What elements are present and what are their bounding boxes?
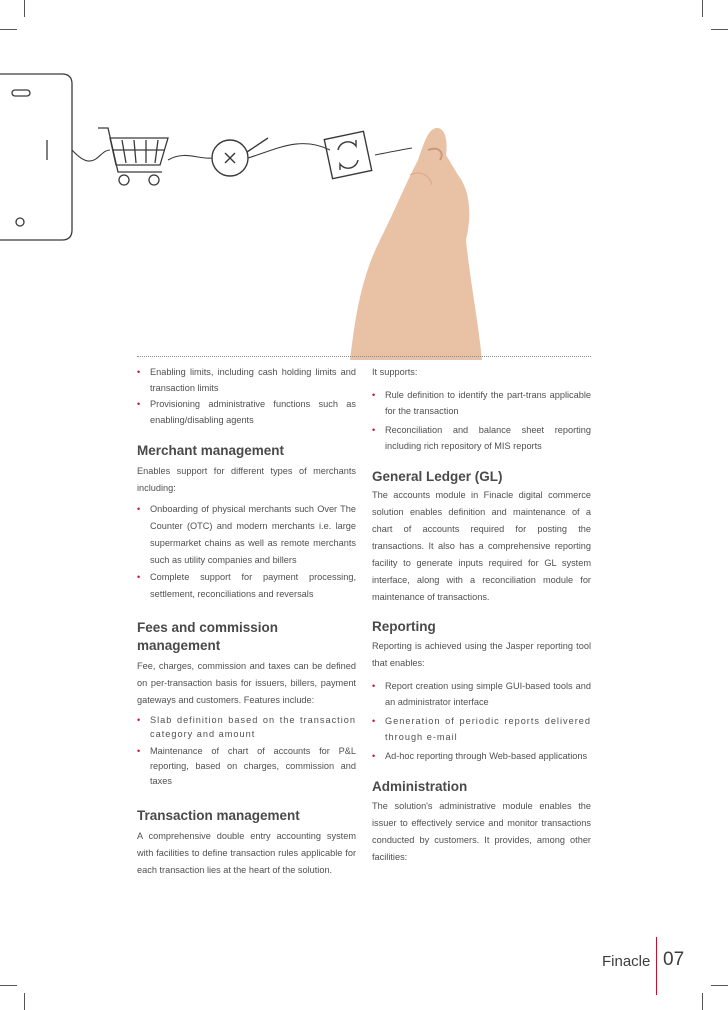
footer-brand: Finacle [602, 953, 651, 970]
mobile-device-outline [0, 74, 72, 240]
list-item: • Report creation using simple GUI-based tools and an administrator interface [372, 678, 591, 710]
list-item: • Complete support for payment processing, settlement, reconciliations and reversals [137, 569, 356, 603]
crop-mark-bottom-left-v [24, 993, 25, 1010]
list-item: • Generation of periodic reports delivered through e-mail [372, 713, 591, 745]
supports-intro: It supports: [372, 367, 418, 377]
list-item: • Maintenance of chart of accounts for P&L reporting, based on charges, commission and taxes [137, 744, 356, 789]
fees-heading: Fees and commission management [137, 620, 279, 653]
supports-bullet-list [372, 387, 591, 454]
crop-mark-top-right-v [702, 0, 703, 17]
administration-body: The solution's administrative module enables the issuer to effectively service and monitor transactions conducted by customers. It provides, among other facilities: [372, 801, 591, 862]
transaction-heading: Transaction management [137, 808, 300, 823]
crop-mark-bottom-right-v [702, 993, 703, 1010]
fees-bullet-list [137, 713, 356, 789]
merchant-bullet-list [137, 501, 356, 603]
list-item: • Enabling limits, including cash holding limits and transaction limits [137, 364, 356, 396]
section-divider [137, 356, 591, 357]
fees-intro: Fee, charges, commission and taxes can be defined on per-transaction basis for issuers, billers, payment gateways and customers. Features include: [137, 661, 356, 705]
transaction-body: A comprehensive double entry accounting system with facilities to define transaction rules applicable for each transaction lies at the heart of the solution. [137, 831, 356, 875]
gl-body: The accounts module in Finacle digital commerce solution enables definition and maintenance of a chart of accounts required for posting the transactions. It also has a comprehensive reporting facility to generate inputs required for GL system interface, along with a reconciliation module for maintenance of transactions. [372, 490, 591, 602]
intro-bullet-list [137, 364, 356, 428]
list-item: • Slab definition based on the transaction category and amount [137, 713, 356, 741]
list-item: • Ad-hoc reporting through Web-based applications [372, 748, 591, 764]
list-item: • Rule definition to identify the part-trans applicable for the transaction [372, 387, 591, 419]
administration-heading: Administration [372, 779, 468, 794]
magnifier-cross-icon [212, 138, 268, 176]
merchant-heading: Merchant management [137, 443, 285, 458]
list-item: • Provisioning administrative functions such as enabling/disabling agents [137, 396, 356, 428]
page-number: 07 [663, 949, 685, 970]
reporting-bullet-list [372, 678, 591, 764]
crop-mark-bottom-right-h [711, 985, 728, 986]
hero-illustration [0, 60, 728, 360]
crop-mark-top-left-h [0, 29, 17, 30]
crop-mark-bottom-left-h [0, 985, 17, 986]
crop-mark-top-right-h [711, 29, 728, 30]
gl-heading: General Ledger (GL) [372, 469, 503, 484]
reporting-heading: Reporting [372, 619, 436, 634]
refresh-arrows-icon [324, 131, 371, 178]
crop-mark-top-left-v [24, 0, 25, 17]
merchant-intro: Enables support for different types of merchants including: [137, 466, 356, 493]
right-column [372, 364, 591, 866]
list-item: • Reconciliation and balance sheet reporting including rich repository of MIS reports [372, 422, 591, 454]
reporting-intro: Reporting is achieved using the Jasper reporting tool that enables: [372, 641, 591, 668]
footer-divider [656, 937, 657, 995]
shopping-cart-icon [98, 128, 168, 185]
list-item: • Onboarding of physical merchants such Over The Counter (OTC) and modern merchants i.e. large supermarket chains as well as remote merchants such as utility companies and billers [137, 501, 356, 569]
left-column [137, 364, 356, 879]
